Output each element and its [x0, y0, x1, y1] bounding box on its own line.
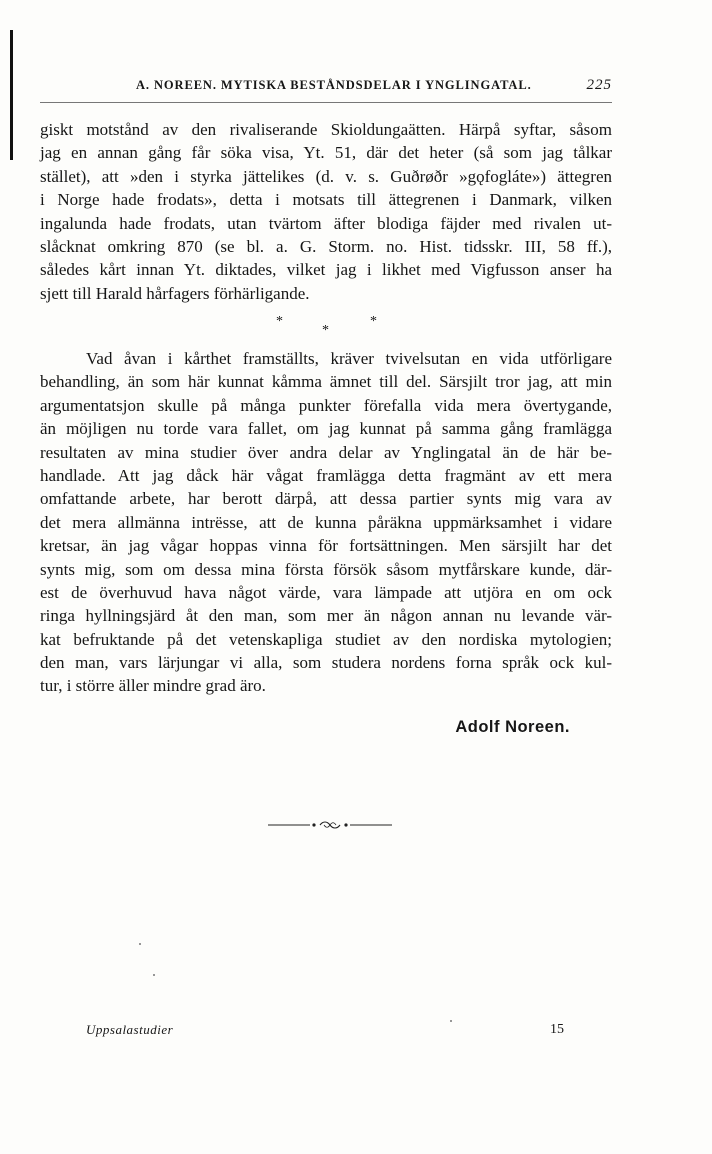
text-line: sjett till Harald hårfagers förhärligande. — [40, 283, 310, 303]
text-line: än möjligen nu torde vara fallet, om jag kunnat på samma gång framlägga — [40, 419, 612, 439]
text-line: resultaten av mina studier över andra delar av Ynglingatal än de här be- — [40, 442, 612, 462]
text-line: Vad åvan i kårthet framställts, kräver tvivelsutan en vida utförligare — [86, 349, 612, 368]
asterisk: * — [322, 323, 329, 338]
author-signature: Adolf Noreen. — [455, 718, 570, 736]
text-line: jag en annan gång får söka visa, Yt. 51, där det heter (så som jag tålkar — [40, 143, 612, 163]
paper-speck — [139, 943, 141, 945]
text-line: ringa hyllningsjärd åt den man, som mer än någon annan nu levande vär- — [40, 606, 612, 626]
page-number: 225 — [586, 77, 612, 93]
text-line: den man, vars lärjungar vi alla, som studera nordens forna språk ock kul- — [40, 653, 612, 673]
text-line: stället), att »den i styrka jättelikes (d. v. s. Guðrøðr »gǫfogláte») ättegren — [40, 166, 612, 186]
text-line: handlade. Att jag dåck här vågat framlägga detta fragmänt av ett mera — [40, 465, 612, 485]
asterisk: * — [370, 314, 377, 329]
running-title: A. NOREEN. MYTISKA BESTÅNDSDELAR I YNGLINGATAL. — [136, 78, 532, 92]
text-line: kat befruktande på det vetenskapliga studiet av den nordiska mytologien; — [40, 629, 612, 649]
text-line: således kårt innan Yt. diktades, vilket jag i likhet med Vigfusson anser ha — [40, 260, 612, 280]
asterism — [0, 314, 712, 344]
text-line: behandling, än som här kunnat kåmma ämnet till del. Särsjilt tror jag, att min — [40, 372, 612, 392]
text-line: omfattande arbete, har berott därpå, att dessa partier synts mig vara av — [40, 489, 612, 509]
text-line: kretsar, än jag vågar hoppas vinna för fortsättningen. Men särsjilt har det — [40, 536, 612, 556]
text-line: giskt motstånd av den rivaliserande Skioldungaätten. Härpå syftar, såsom — [40, 120, 612, 139]
signature-mark: 15 — [550, 1022, 564, 1037]
paper-speck — [450, 1020, 452, 1022]
paragraph-2 — [40, 347, 612, 698]
text-line: ingalunda hade frodats, utan tvärtom äfter blodiga fäjder med rivalen ut- — [40, 213, 612, 233]
text-line: tur, i större äller mindre grad äro. — [40, 676, 266, 696]
text-line: est de överhuvud hava något värde, vara lämpade att utjöra en om ock — [40, 582, 612, 602]
paragraph-1 — [40, 118, 612, 305]
text-line: argumentatsjon skulle på många punkter förefalla vida mera övertygande, — [40, 395, 612, 415]
ornamental-divider — [268, 818, 392, 832]
text-line: slåcknat omkring 870 (se bl. a. G. Storm. no. Hist. tidsskr. III, 58 ff.), — [40, 236, 612, 256]
text-line: det mera allmänna intrësse, att de kunna påräkna uppmärksamhet i vidare — [40, 512, 612, 532]
header-rule — [40, 102, 612, 103]
text-line: synts mig, som om dessa mina första försök såsom mytfårskare kunde, där- — [40, 559, 612, 579]
series-title: Uppsalastudier — [86, 1022, 174, 1037]
paper-speck — [153, 974, 155, 976]
text-line: i Norge hade frodats», detta i motsats till ättegrenen i Danmark, vilken — [40, 190, 612, 210]
page-edge-mark — [10, 30, 13, 160]
running-header — [40, 78, 612, 98]
asterisk: * — [276, 314, 283, 329]
